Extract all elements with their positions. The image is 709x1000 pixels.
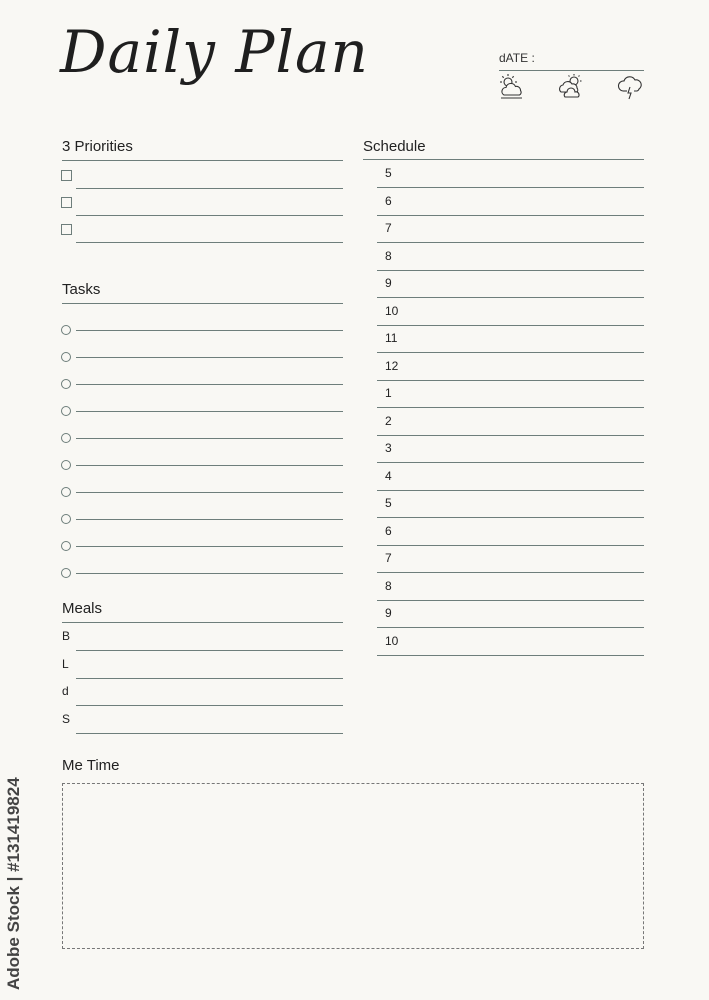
meal-label: d [62,684,69,698]
priority-line[interactable] [76,188,343,189]
schedule-slot-line[interactable] [377,215,644,216]
sun-behind-clouds-icon[interactable] [557,73,585,101]
me-time-heading: Me Time [62,757,120,774]
schedule-hour-label: 8 [385,248,392,263]
task-line[interactable] [76,438,343,439]
schedule-slot-line[interactable] [377,490,644,491]
watermark-side-text: Adobe Stock | #131419824 [4,777,23,990]
priorities-heading-rule [62,160,343,161]
meal-line[interactable] [76,733,343,734]
schedule-slot-line[interactable] [377,435,644,436]
task-circle-checkbox[interactable] [61,514,71,524]
schedule-slot-line[interactable] [377,600,644,601]
priority-line[interactable] [76,215,343,216]
schedule-slot-line[interactable] [377,545,644,546]
schedule-slot-line[interactable] [377,352,644,353]
task-line[interactable] [76,330,343,331]
page-title: Daily Plan [60,18,369,86]
schedule-hour-label: 6 [385,523,392,538]
schedule-hour-label: 9 [385,606,392,620]
schedule-hour-label: 10 [385,303,399,318]
tasks-heading-rule [62,303,343,304]
date-label: dATE : [499,51,535,65]
schedule-slot-line[interactable] [377,270,644,271]
date-input-line[interactable] [499,70,644,71]
schedule-hour-label: 3 [385,441,392,455]
task-circle-checkbox[interactable] [61,568,71,578]
task-circle-checkbox[interactable] [61,487,71,497]
schedule-heading: Schedule [363,138,426,155]
schedule-hour-label: 10 [385,633,399,648]
schedule-hour-label: 11 [385,331,398,345]
schedule-heading-rule [363,159,644,160]
task-circle-checkbox[interactable] [61,460,71,470]
meal-line[interactable] [76,678,343,679]
priority-line[interactable] [76,242,343,243]
task-line[interactable] [76,411,343,412]
task-circle-checkbox[interactable] [61,325,71,335]
schedule-slot-line[interactable] [377,187,644,188]
schedule-hour-label: 5 [385,496,392,510]
schedule-hour-label: 6 [385,193,392,208]
priority-checkbox[interactable] [61,197,72,208]
meal-line[interactable] [76,705,343,706]
schedule-slot-line[interactable] [377,380,644,381]
schedule-hour-label: 5 [385,166,392,180]
schedule-hour-label: 2 [385,413,392,428]
task-line[interactable] [76,465,343,466]
schedule-hour-label: 1 [385,386,392,400]
schedule-hour-label: 4 [385,468,392,483]
meal-label: L [62,656,69,671]
schedule-hour-label: 8 [385,578,392,593]
schedule-hour-label: 7 [385,221,392,235]
task-line[interactable] [76,384,343,385]
schedule-hour-label: 7 [385,551,392,565]
schedule-slot-line[interactable] [377,655,644,656]
meal-line[interactable] [76,650,343,651]
priority-checkbox[interactable] [61,224,72,235]
schedule-slot-line[interactable] [377,627,644,628]
task-line[interactable] [76,573,343,574]
meals-heading-rule [62,622,343,623]
task-circle-checkbox[interactable] [61,406,71,416]
schedule-hour-label: 9 [385,276,392,290]
task-line[interactable] [76,492,343,493]
task-line[interactable] [76,357,343,358]
schedule-slot-line[interactable] [377,462,644,463]
meals-heading: Meals [62,600,103,617]
schedule-slot-line[interactable] [377,572,644,573]
schedule-slot-line[interactable] [377,242,644,243]
meal-label: S [62,711,71,726]
schedule-slot-line[interactable] [377,517,644,518]
task-line[interactable] [76,546,343,547]
task-circle-checkbox[interactable] [61,541,71,551]
me-time-box[interactable] [62,783,644,949]
schedule-hour-label: 12 [385,358,399,373]
priorities-heading: 3 Priorities [62,138,133,155]
schedule-slot-line[interactable] [377,325,644,326]
meal-label: B [62,629,71,643]
schedule-slot-line[interactable] [377,297,644,298]
priority-checkbox[interactable] [61,170,72,181]
task-circle-checkbox[interactable] [61,379,71,389]
schedule-slot-line[interactable] [377,407,644,408]
task-circle-checkbox[interactable] [61,352,71,362]
thunder-cloud-icon[interactable] [617,73,645,101]
task-circle-checkbox[interactable] [61,433,71,443]
tasks-heading: Tasks [62,281,101,298]
task-line[interactable] [76,519,343,520]
sun-cloud-icon[interactable] [498,73,526,101]
